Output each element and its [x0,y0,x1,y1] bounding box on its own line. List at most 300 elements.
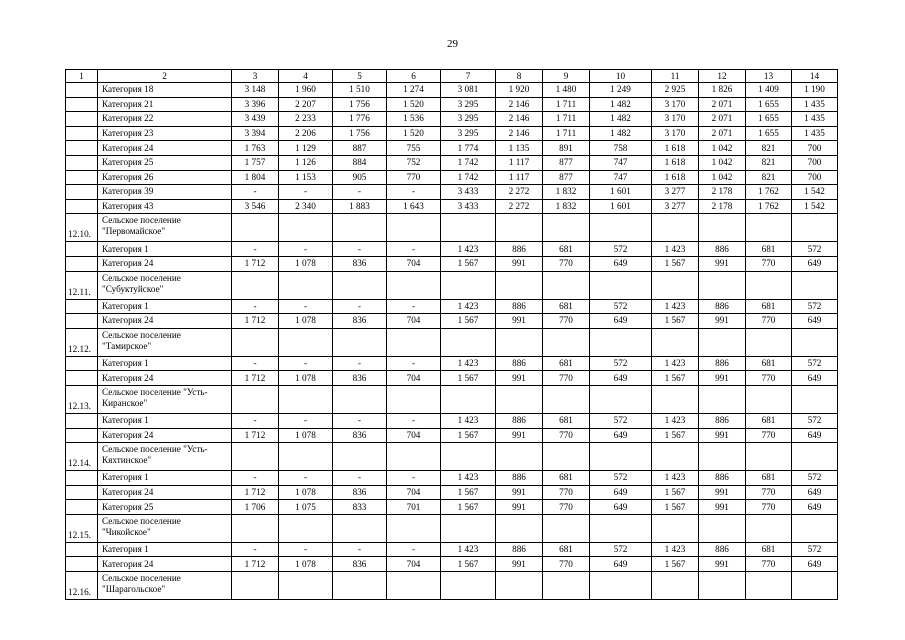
column-header: 7 [441,70,496,83]
value-cell: 649 [792,371,838,386]
value-cell: 1 711 [543,97,590,112]
value-cell: 991 [496,428,543,443]
value-cell: 2 925 [652,83,699,98]
value-cell: 1 756 [333,97,387,112]
value-cell: 1 042 [699,141,746,156]
value-cell: 1 423 [652,413,699,428]
value-cell: 1 078 [279,485,333,500]
value-cell: 836 [333,256,387,271]
value-cell: 681 [746,356,792,371]
value-cell: 770 [746,557,792,572]
value-cell: 3 439 [232,112,279,127]
value-cell: 704 [387,371,441,386]
value-cell: 1 601 [590,185,652,200]
value-cell: 701 [387,500,441,515]
value-cell: 649 [590,500,652,515]
empty-cell [232,572,279,600]
value-cell: 1 618 [652,155,699,170]
value-cell: 3 295 [441,97,496,112]
row-code [66,471,98,486]
column-header: 14 [792,70,838,83]
value-cell: 1 078 [279,256,333,271]
value-cell: 1 423 [441,356,496,371]
empty-cell [279,514,333,542]
empty-cell [652,385,699,413]
value-cell: - [387,299,441,314]
value-cell: 3 394 [232,126,279,141]
value-cell: 1 655 [746,126,792,141]
value-cell: - [232,185,279,200]
category-name: Категория 25 [98,155,232,170]
empty-cell [232,271,279,299]
section-row [66,385,838,413]
value-cell: 1 712 [232,428,279,443]
row-code [66,126,98,141]
value-cell: 1 883 [333,199,387,214]
value-cell: - [232,356,279,371]
value-cell: 1 435 [792,126,838,141]
value-cell: 1 757 [232,155,279,170]
value-cell: - [333,242,387,257]
category-name: Категория 1 [98,542,232,557]
value-cell: 649 [792,314,838,329]
section-name: Сельское поселение "Субуктуйское" [98,271,232,299]
empty-cell [232,214,279,242]
section-name: Сельское поселение "Тамирское" [98,328,232,356]
value-cell: 681 [543,242,590,257]
empty-cell [543,328,590,356]
value-cell: 3 170 [652,112,699,127]
value-cell: 1 482 [590,97,652,112]
value-cell: 3 295 [441,126,496,141]
empty-cell [279,271,333,299]
value-cell: 1 776 [333,112,387,127]
section-name: Сельское поселение "Чикойское" [98,514,232,542]
value-cell: 1 712 [232,256,279,271]
value-cell: 3 295 [441,112,496,127]
value-cell: 991 [699,314,746,329]
category-name: Категория 1 [98,299,232,314]
value-cell: 704 [387,256,441,271]
value-cell: - [387,413,441,428]
value-cell: 1 832 [543,199,590,214]
value-cell: 747 [590,170,652,185]
value-cell: 649 [792,500,838,515]
empty-cell [333,443,387,471]
empty-cell [652,214,699,242]
value-cell: - [387,242,441,257]
value-cell: 1 520 [387,97,441,112]
value-cell: 770 [746,500,792,515]
section-row [66,514,838,542]
value-cell: 991 [496,256,543,271]
value-cell: - [333,185,387,200]
category-name: Категория 26 [98,170,232,185]
value-cell: 649 [792,485,838,500]
empty-cell [333,214,387,242]
section-row [66,271,838,299]
empty-cell [746,271,792,299]
empty-cell [652,271,699,299]
value-cell: 1 567 [441,314,496,329]
value-cell: 1 567 [652,314,699,329]
value-cell: 3 277 [652,185,699,200]
value-cell: 1 542 [792,199,838,214]
value-cell: 1 712 [232,557,279,572]
value-cell: 572 [590,413,652,428]
value-cell: 1 435 [792,97,838,112]
value-cell: 681 [746,242,792,257]
value-cell: 1 126 [279,155,333,170]
column-header: 4 [279,70,333,83]
column-header: 13 [746,70,792,83]
value-cell: 2 071 [699,112,746,127]
value-cell: 821 [746,170,792,185]
value-cell: - [387,185,441,200]
value-cell: 3 148 [232,83,279,98]
value-cell: - [333,299,387,314]
value-cell: 1 423 [441,471,496,486]
value-cell: 1 742 [441,155,496,170]
row-code [66,500,98,515]
value-cell: 1 567 [652,428,699,443]
value-cell: 1 655 [746,112,792,127]
empty-cell [496,328,543,356]
value-cell: 2 146 [496,126,543,141]
empty-cell [232,385,279,413]
value-cell: 572 [792,413,838,428]
value-cell: 2 272 [496,185,543,200]
category-name: Категория 1 [98,356,232,371]
value-cell: - [333,413,387,428]
value-cell: - [232,542,279,557]
value-cell: 572 [590,471,652,486]
empty-cell [699,572,746,600]
empty-cell [279,214,333,242]
value-cell: - [333,356,387,371]
table-row [66,557,838,572]
column-header: 11 [652,70,699,83]
section-code: 12.12. [66,328,98,356]
table-body [66,70,838,600]
empty-cell [496,443,543,471]
value-cell: 1 567 [441,428,496,443]
empty-cell [496,572,543,600]
value-cell: 886 [496,413,543,428]
empty-cell [543,443,590,471]
value-cell: 704 [387,557,441,572]
value-cell: 704 [387,485,441,500]
value-cell: 2 272 [496,199,543,214]
value-cell: 572 [792,471,838,486]
value-cell: 886 [699,242,746,257]
section-code: 12.14. [66,443,98,471]
value-cell: 758 [590,141,652,156]
row-code [66,199,98,214]
value-cell: 681 [746,542,792,557]
empty-cell [590,572,652,600]
value-cell: - [279,471,333,486]
value-cell: 770 [746,256,792,271]
category-name: Категория 43 [98,199,232,214]
empty-cell [699,443,746,471]
table-row [66,500,838,515]
value-cell: 1 135 [496,141,543,156]
empty-cell [441,328,496,356]
value-cell: 991 [699,256,746,271]
category-name: Категория 24 [98,371,232,386]
empty-cell [279,443,333,471]
value-cell: 884 [333,155,387,170]
empty-cell [387,385,441,413]
empty-cell [652,443,699,471]
category-name: Категория 1 [98,471,232,486]
empty-cell [792,443,838,471]
value-cell: 1 423 [652,356,699,371]
empty-cell [387,328,441,356]
value-cell: 1 117 [496,155,543,170]
empty-cell [333,385,387,413]
value-cell: 1 618 [652,170,699,185]
empty-cell [496,271,543,299]
value-cell: 1 712 [232,371,279,386]
value-cell: 1 711 [543,112,590,127]
value-cell: 836 [333,428,387,443]
value-cell: 1 520 [387,126,441,141]
value-cell: - [387,542,441,557]
value-cell: 991 [699,428,746,443]
column-header: 10 [590,70,652,83]
value-cell: 1 804 [232,170,279,185]
category-name: Категория 39 [98,185,232,200]
value-cell: 770 [543,485,590,500]
row-code [66,256,98,271]
value-cell: 1 756 [333,126,387,141]
value-cell: 1 274 [387,83,441,98]
value-cell: 1 482 [590,112,652,127]
category-name: Категория 25 [98,500,232,515]
value-cell: 1 423 [441,413,496,428]
value-cell: 572 [590,299,652,314]
row-code [66,557,98,572]
category-name: Категория 24 [98,256,232,271]
section-name: Сельское поселение "Шарагольское" [98,572,232,600]
category-name: Категория 24 [98,485,232,500]
value-cell: 1 480 [543,83,590,98]
empty-cell [590,385,652,413]
empty-cell [232,328,279,356]
category-name: Категория 24 [98,314,232,329]
value-cell: 1 567 [441,485,496,500]
empty-cell [792,572,838,600]
value-cell: 1 078 [279,314,333,329]
value-cell: 1 567 [652,485,699,500]
empty-cell [496,214,543,242]
table-row [66,314,838,329]
table-row [66,428,838,443]
row-code [66,485,98,500]
table-row [66,471,838,486]
empty-cell [746,328,792,356]
table-row [66,542,838,557]
page-number: 29 [447,38,458,50]
value-cell: 1 826 [699,83,746,98]
value-cell: 770 [543,557,590,572]
value-cell: 1 762 [746,185,792,200]
value-cell: 649 [590,371,652,386]
value-cell: 1 711 [543,126,590,141]
value-cell: 1 712 [232,314,279,329]
value-cell: 770 [746,314,792,329]
row-code [66,141,98,156]
empty-cell [441,443,496,471]
value-cell: 770 [543,428,590,443]
value-cell: 991 [699,485,746,500]
value-cell: 1 423 [652,299,699,314]
value-cell: 572 [590,542,652,557]
empty-cell [590,214,652,242]
value-cell: 1 960 [279,83,333,98]
value-cell: 1 117 [496,170,543,185]
column-header: 2 [98,70,232,83]
empty-cell [746,443,792,471]
empty-cell [543,271,590,299]
table-row [66,371,838,386]
value-cell: 700 [792,170,838,185]
value-cell: 821 [746,155,792,170]
value-cell: 886 [496,356,543,371]
section-name: Сельское поселение "Усть-Киранское" [98,385,232,413]
value-cell: 3 396 [232,97,279,112]
empty-cell [232,443,279,471]
value-cell: 1 567 [652,500,699,515]
value-cell: 681 [746,413,792,428]
value-cell: 681 [543,471,590,486]
value-cell: 747 [590,155,652,170]
column-header: 1 [66,70,98,83]
value-cell: 572 [792,242,838,257]
empty-cell [333,572,387,600]
table-row [66,126,838,141]
value-cell: 991 [496,500,543,515]
empty-cell [746,572,792,600]
table-row [66,155,838,170]
empty-cell [441,514,496,542]
row-code [66,542,98,557]
value-cell: 1 618 [652,141,699,156]
value-cell: 2 071 [699,126,746,141]
value-cell: 1 423 [441,299,496,314]
value-cell: 1 762 [746,199,792,214]
value-cell: 1 763 [232,141,279,156]
row-code [66,242,98,257]
value-cell: - [279,542,333,557]
row-code [66,413,98,428]
value-cell: 1 249 [590,83,652,98]
empty-cell [590,271,652,299]
value-cell: - [279,356,333,371]
value-cell: 1 042 [699,170,746,185]
value-cell: 1 567 [441,500,496,515]
value-cell: 886 [699,356,746,371]
column-header: 6 [387,70,441,83]
value-cell: 649 [590,485,652,500]
value-cell: - [387,471,441,486]
value-cell: 877 [543,155,590,170]
category-name: Категория 1 [98,242,232,257]
value-cell: - [279,413,333,428]
tariff-table [65,69,838,600]
value-cell: 755 [387,141,441,156]
table-row [66,185,838,200]
value-cell: 700 [792,155,838,170]
value-cell: 1 075 [279,500,333,515]
empty-cell [652,514,699,542]
section-row [66,443,838,471]
category-name: Категория 24 [98,141,232,156]
value-cell: 1 435 [792,112,838,127]
value-cell: 770 [543,500,590,515]
empty-cell [543,385,590,413]
value-cell: 770 [543,371,590,386]
empty-cell [496,385,543,413]
value-cell: - [232,299,279,314]
section-row [66,572,838,600]
empty-cell [279,328,333,356]
value-cell: - [279,299,333,314]
value-cell: 887 [333,141,387,156]
value-cell: - [232,413,279,428]
empty-cell [699,385,746,413]
empty-cell [699,271,746,299]
empty-cell [792,271,838,299]
value-cell: 1 423 [652,242,699,257]
value-cell: 2 146 [496,97,543,112]
value-cell: 1 423 [441,542,496,557]
value-cell: 836 [333,485,387,500]
value-cell: - [279,242,333,257]
value-cell: 891 [543,141,590,156]
value-cell: 991 [496,485,543,500]
empty-cell [699,514,746,542]
value-cell: 1 078 [279,557,333,572]
empty-cell [441,214,496,242]
empty-cell [792,514,838,542]
row-code [66,314,98,329]
value-cell: 572 [590,242,652,257]
value-cell: 991 [699,371,746,386]
value-cell: 572 [792,299,838,314]
category-name: Категория 21 [98,97,232,112]
value-cell: 886 [699,471,746,486]
value-cell: 770 [746,371,792,386]
value-cell: 1 423 [652,542,699,557]
value-cell: 681 [746,471,792,486]
value-cell: - [333,542,387,557]
section-code: 12.15. [66,514,98,542]
value-cell: 836 [333,557,387,572]
table-row [66,413,838,428]
category-name: Категория 24 [98,428,232,443]
value-cell: 877 [543,170,590,185]
empty-cell [746,214,792,242]
value-cell: 1 567 [652,557,699,572]
row-code [66,83,98,98]
value-cell: 1 706 [232,500,279,515]
row-code [66,185,98,200]
value-cell: 770 [543,314,590,329]
value-cell: 886 [699,413,746,428]
